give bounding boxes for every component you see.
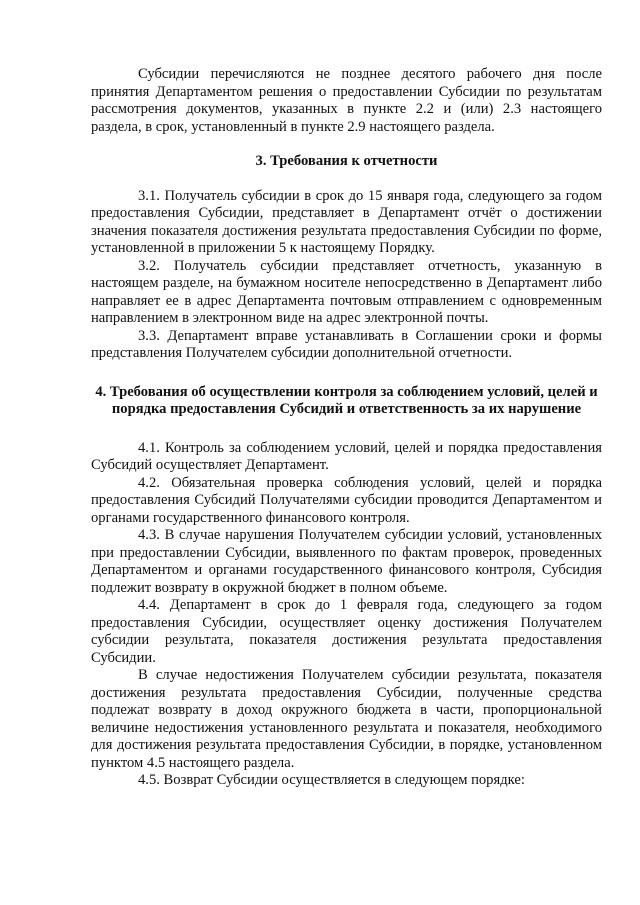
paragraph-4-2: 4.2. Обязательная проверка соблюдения условий, целей и порядка предоставления Субсидий Получателями субсидии проводится Департаментом и органами государственного финансового контроля.	[91, 474, 602, 526]
document-page	[91, 66, 602, 790]
paragraph-4-1: 4.1. Контроль за соблюдением условий, целей и порядка предоставления Субсидий осуществляет Департамент.	[91, 439, 602, 473]
intro-paragraph: Субсидии перечисляются не позднее десятого рабочего дня после принятия Департаментом решения о предоставлении Субсидии по результатам рассмотрения документов, указанных в пункте 2.2 и (или) 2.3 настоящего раздела, в срок, установленный в пункте 2.9 настоящего раздела.	[91, 66, 602, 135]
paragraph-4-3: 4.3. В случае нарушения Получателем субсидии условий, установленных при предоставлении Субсидии, выявленного по фактам проверок, проведенных Департаментом и органами государственного финансового контроля, Субсидия подлежит возврату в окружной бюджет в полном объеме.	[91, 527, 602, 596]
paragraph-4-4: 4.4. Департамент в срок до 1 февраля года, следующего за годом предоставления Субсидии, осуществляет оценку достижения Получателем субсидии результата, показателя достижения результата предоставления Субсидии.	[91, 597, 602, 666]
paragraph-4-4-continued: В случае недостижения Получателем субсидии результата, показателя достижения результата предоставления Субсидии, полученные средства подлежат возврату в доход окружного бюджета в части, пропорциональной величине недостижения установленного результата и показателя, необходимого для достижения результата предоставления Субсидии, в порядке, установленном пунктом 4.5 настоящего раздела.	[91, 667, 602, 771]
paragraph-3-1: 3.1. Получатель субсидии в срок до 15 января года, следующего за годом предоставления Субсидии, представляет в Департамент отчёт о достижении значения показателя достижения результата предоставления Субсидии по форме, установленной в приложении 5 к настоящему Порядку.	[91, 187, 602, 256]
paragraph-4-5: 4.5. Возврат Субсидии осуществляется в следующем порядке:	[138, 772, 525, 788]
paragraph-3-3: 3.3. Департамент вправе устанавливать в Соглашении сроки и формы представления Получателем субсидии дополнительной отчетности.	[91, 327, 602, 361]
section-3-heading: 3. Требования к отчетности	[255, 153, 438, 169]
paragraph-3-2: 3.2. Получатель субсидии представляет отчетность, указанную в настоящем разделе, на бумажном носителе непосредственно в Департамент либо направляет ее в адрес Департамента почтовым отправлением с одновременным направлением в электронном виде на адрес электронной почты.	[91, 257, 602, 326]
section-4-heading: 4. Требования об осуществлении контроля за соблюдением условий, целей и порядка предоставления Субсидий и ответственность за их нарушение	[95, 383, 598, 417]
